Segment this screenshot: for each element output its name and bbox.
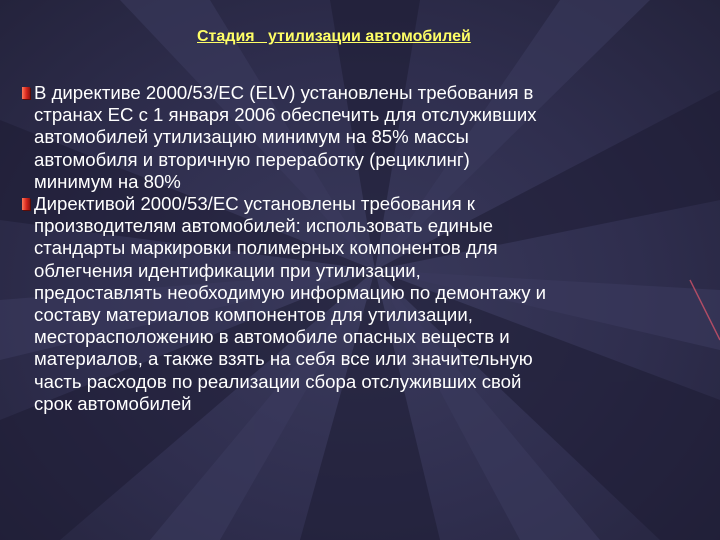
text-line: производителям автомобилей: использовать единые — [34, 215, 493, 237]
text-line: автомобилей утилизацию минимум на 85% массы — [34, 126, 469, 148]
text-line: облегчения идентификации при утилизации, — [34, 259, 421, 281]
text-line: месторасположению в автомобиле опасных веществ и — [34, 326, 510, 348]
text-line: стандарты маркировки полимерных компонентов для — [34, 237, 498, 259]
text-line: срок автомобилей — [34, 392, 192, 414]
bullet-square-icon — [22, 198, 30, 210]
bullet-square-icon — [22, 87, 30, 99]
bullet-item-elv-directive — [0, 82, 714, 193]
bullet-list — [0, 82, 714, 415]
text-line: часть расходов по реализации сбора отслуживших свой — [34, 370, 522, 392]
slide-title: Стадия утилизации автомобилей — [197, 28, 471, 45]
text-line: странах ЕС с 1 января 2006 обеспечить для отслуживших — [34, 104, 537, 126]
text-line: материалов, а также взять на себя все или значительную — [34, 348, 533, 370]
text-line: составу материалов компонентов для утилизации, — [34, 304, 473, 326]
text-line: предоставлять необходимую информацию по демонтажу и — [34, 281, 547, 303]
text-line: автомобиля и вторичную переработку (рециклинг) — [34, 148, 470, 170]
text-line: минимум на 80% — [34, 170, 181, 192]
text-line: В директиве 2000/53/ЕС (ELV) установлены требования в — [34, 82, 534, 103]
bullet-item-manufacturer-requirements — [0, 193, 714, 415]
text-line: Директивой 2000/53/ЕС установлены требования к — [34, 193, 475, 215]
